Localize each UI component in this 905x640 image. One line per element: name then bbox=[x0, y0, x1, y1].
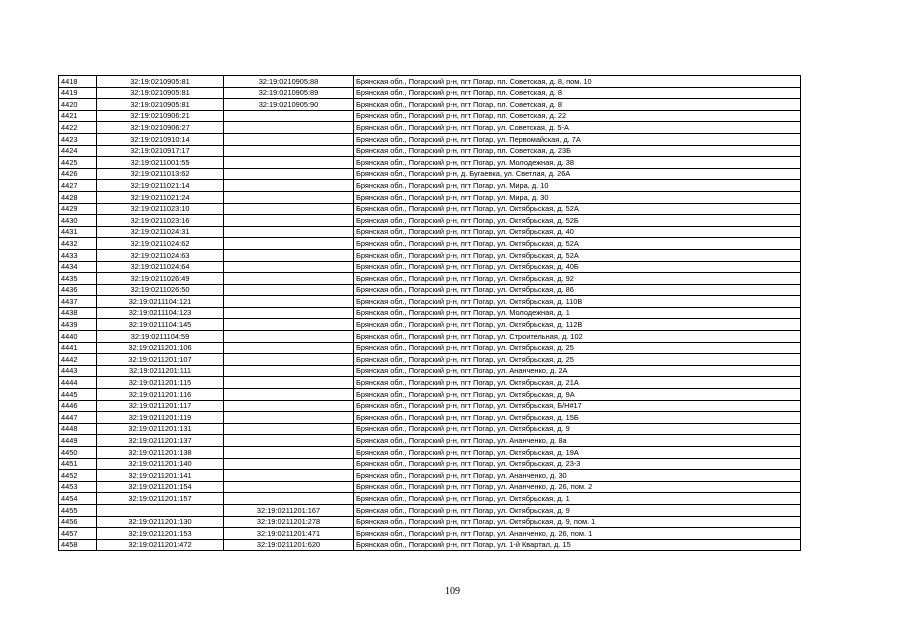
cadastral-number-cell: 32:19:0211201:153 bbox=[97, 528, 224, 540]
linked-cadastral-number-cell: 32:19:0211201:167 bbox=[224, 504, 354, 516]
table-row bbox=[59, 180, 801, 192]
cadastral-number-cell: 32:19:0211201:138 bbox=[97, 447, 224, 459]
cadastral-number-cell: 32:19:0211104:59 bbox=[97, 331, 224, 343]
cadastral-number-cell: 32:19:0210906:21 bbox=[97, 110, 224, 122]
table-row bbox=[59, 76, 801, 88]
cadastral-number-cell: 32:19:0211201:130 bbox=[97, 516, 224, 528]
linked-cadastral-number-cell bbox=[224, 296, 354, 308]
cadastral-number-cell: 32:19:0211013:62 bbox=[97, 168, 224, 180]
address-cell: Брянская обл., Погарский р-н, пгт Погар, ул. Ананченко, д. 30 bbox=[354, 470, 801, 482]
cadastral-number-cell: 32:19:0211201:115 bbox=[97, 377, 224, 389]
table-row bbox=[59, 493, 801, 505]
linked-cadastral-number-cell bbox=[224, 389, 354, 401]
row-number-cell: 4432 bbox=[59, 238, 97, 250]
row-number-cell: 4435 bbox=[59, 273, 97, 285]
row-number-cell: 4436 bbox=[59, 284, 97, 296]
linked-cadastral-number-cell bbox=[224, 365, 354, 377]
linked-cadastral-number-cell: 32:19:0211201:471 bbox=[224, 528, 354, 540]
row-number-cell: 4433 bbox=[59, 249, 97, 261]
address-cell: Брянская обл., Погарский р-н, пгт Погар, ул. Мира, д. 10 bbox=[354, 180, 801, 192]
linked-cadastral-number-cell bbox=[224, 133, 354, 145]
table-row bbox=[59, 504, 801, 516]
linked-cadastral-number-cell bbox=[224, 493, 354, 505]
cadastral-number-cell: 32:19:0211024:64 bbox=[97, 261, 224, 273]
address-cell: Брянская обл., Погарский р-н, пгт Погар, ул. Октябрьская, д. 1 bbox=[354, 493, 801, 505]
linked-cadastral-number-cell bbox=[224, 412, 354, 424]
linked-cadastral-number-cell bbox=[224, 261, 354, 273]
cadastral-number-cell: 32:19:0211023:10 bbox=[97, 203, 224, 215]
linked-cadastral-number-cell: 32:19:0211201:620 bbox=[224, 539, 354, 551]
row-number-cell: 4430 bbox=[59, 215, 97, 227]
row-number-cell: 4449 bbox=[59, 435, 97, 447]
table-row bbox=[59, 145, 801, 157]
row-number-cell: 4441 bbox=[59, 342, 97, 354]
table-row bbox=[59, 458, 801, 470]
linked-cadastral-number-cell bbox=[224, 354, 354, 366]
address-cell: Брянская обл., Погарский р-н, пгт Погар, ул. Октябрьская, Б/Н#17 bbox=[354, 400, 801, 412]
address-cell: Брянская обл., Погарский р-н, пгт Погар, ул. Октябрьская, д. 15Б bbox=[354, 412, 801, 424]
linked-cadastral-number-cell: 32:19:0210905:88 bbox=[224, 76, 354, 88]
cadastral-number-cell: 32:19:0211104:121 bbox=[97, 296, 224, 308]
cadastral-number-cell: 32:19:0211104:145 bbox=[97, 319, 224, 331]
address-cell: Брянская обл., Погарский р-н, пгт Погар, ул. Октябрьская, д. 112В bbox=[354, 319, 801, 331]
table-row bbox=[59, 365, 801, 377]
address-cell: Брянская обл., Погарский р-н, пгт Погар, ул. Октябрьская, д. 21А bbox=[354, 377, 801, 389]
row-number-cell: 4420 bbox=[59, 99, 97, 111]
linked-cadastral-number-cell bbox=[224, 423, 354, 435]
linked-cadastral-number-cell bbox=[224, 284, 354, 296]
cadastral-number-cell: 32:19:0211201:154 bbox=[97, 481, 224, 493]
linked-cadastral-number-cell bbox=[224, 307, 354, 319]
table-row bbox=[59, 412, 801, 424]
table-row bbox=[59, 238, 801, 250]
address-cell: Брянская обл., Погарский р-н, пгт Погар, ул. Молодежная, д. 38 bbox=[354, 157, 801, 169]
table-row bbox=[59, 261, 801, 273]
address-cell: Брянская обл., Погарский р-н, пгт Погар, пл. Советская, д. 8, пом. 10 bbox=[354, 76, 801, 88]
cadastral-number-cell: 32:19:0211023:16 bbox=[97, 215, 224, 227]
cadastral-number-cell: 32:19:0210917:17 bbox=[97, 145, 224, 157]
cadastral-number-cell: 32:19:0211001:55 bbox=[97, 157, 224, 169]
table-row bbox=[59, 319, 801, 331]
cadastral-number-cell: 32:19:0211201:140 bbox=[97, 458, 224, 470]
table-row bbox=[59, 539, 801, 551]
address-cell: Брянская обл., Погарский р-н, пгт Погар, ул. Октябрьская, д. 9 bbox=[354, 423, 801, 435]
address-cell: Брянская обл., Погарский р-н, пгт Погар, ул. Строительная, д. 102 bbox=[354, 331, 801, 343]
linked-cadastral-number-cell bbox=[224, 191, 354, 203]
row-number-cell: 4456 bbox=[59, 516, 97, 528]
linked-cadastral-number-cell bbox=[224, 203, 354, 215]
row-number-cell: 4457 bbox=[59, 528, 97, 540]
cadastral-number-cell: 32:19:0210905:81 bbox=[97, 87, 224, 99]
cadastral-number-cell: 32:19:0211201:157 bbox=[97, 493, 224, 505]
address-cell: Брянская обл., Погарский р-н, пгт Погар, ул. Октябрьская, д. 25 bbox=[354, 342, 801, 354]
address-cell: Брянская обл., Погарский р-н, пгт Погар, ул. Октябрьская, д. 52Б bbox=[354, 215, 801, 227]
table-row bbox=[59, 296, 801, 308]
table-row bbox=[59, 122, 801, 134]
row-number-cell: 4444 bbox=[59, 377, 97, 389]
linked-cadastral-number-cell bbox=[224, 249, 354, 261]
table-row bbox=[59, 389, 801, 401]
row-number-cell: 4437 bbox=[59, 296, 97, 308]
address-cell: Брянская обл., Погарский р-н, пгт Погар, ул. Октябрьская, д. 25 bbox=[354, 354, 801, 366]
linked-cadastral-number-cell bbox=[224, 238, 354, 250]
address-cell: Брянская обл., Погарский р-н, пгт Погар, ул. Октябрьская, д. 52А bbox=[354, 203, 801, 215]
address-cell: Брянская обл., Погарский р-н, пгт Погар, ул. Октябрьская, д. 9, пом. 1 bbox=[354, 516, 801, 528]
table-row bbox=[59, 354, 801, 366]
row-number-cell: 4454 bbox=[59, 493, 97, 505]
registry-table-body bbox=[59, 76, 801, 551]
row-number-cell: 4443 bbox=[59, 365, 97, 377]
row-number-cell: 4429 bbox=[59, 203, 97, 215]
registry-table bbox=[58, 75, 801, 551]
cadastral-number-cell: 32:19:0211201:117 bbox=[97, 400, 224, 412]
cadastral-number-cell: 32:19:0210905:81 bbox=[97, 76, 224, 88]
address-cell: Брянская обл., Погарский р-н, пгт Погар, пл. Советская, д. 22 bbox=[354, 110, 801, 122]
linked-cadastral-number-cell bbox=[224, 435, 354, 447]
table-row bbox=[59, 435, 801, 447]
cadastral-number-cell: 32:19:0211021:24 bbox=[97, 191, 224, 203]
table-row bbox=[59, 516, 801, 528]
row-number-cell: 4452 bbox=[59, 470, 97, 482]
address-cell: Брянская обл., Погарский р-н, пгт Погар, пл. Советская, д. 8 bbox=[354, 87, 801, 99]
row-number-cell: 4451 bbox=[59, 458, 97, 470]
row-number-cell: 4458 bbox=[59, 539, 97, 551]
table-row bbox=[59, 481, 801, 493]
table-row bbox=[59, 470, 801, 482]
table-row bbox=[59, 423, 801, 435]
address-cell: Брянская обл., Погарский р-н, пгт Погар, ул. Ананченко, д. 2А bbox=[354, 365, 801, 377]
row-number-cell: 4422 bbox=[59, 122, 97, 134]
address-cell: Брянская обл., Погарский р-н, пгт Погар, пл. Советская, д. 8 bbox=[354, 99, 801, 111]
cadastral-number-cell: 32:19:0211201:116 bbox=[97, 389, 224, 401]
row-number-cell: 4455 bbox=[59, 504, 97, 516]
address-cell: Брянская обл., Погарский р-н, пгт Погар, ул. Мира, д. 30 bbox=[354, 191, 801, 203]
linked-cadastral-number-cell bbox=[224, 331, 354, 343]
linked-cadastral-number-cell bbox=[224, 168, 354, 180]
table-row bbox=[59, 342, 801, 354]
cadastral-number-cell: 32:19:0211201:131 bbox=[97, 423, 224, 435]
row-number-cell: 4423 bbox=[59, 133, 97, 145]
cadastral-number-cell: 32:19:0211024:62 bbox=[97, 238, 224, 250]
cadastral-number-cell: 32:19:0211021:14 bbox=[97, 180, 224, 192]
address-cell: Брянская обл., Погарский р-н, пгт Погар, ул. Октябрьская, д. 52А bbox=[354, 249, 801, 261]
linked-cadastral-number-cell: 32:19:0210905:89 bbox=[224, 87, 354, 99]
table-row bbox=[59, 203, 801, 215]
address-cell: Брянская обл., Погарский р-н, пгт Погар, ул. Первомайская, д. 7А bbox=[354, 133, 801, 145]
linked-cadastral-number-cell bbox=[224, 470, 354, 482]
linked-cadastral-number-cell bbox=[224, 319, 354, 331]
linked-cadastral-number-cell bbox=[224, 180, 354, 192]
address-cell: Брянская обл., Погарский р-н, пгт Погар, ул. Ананченко, д. 8а bbox=[354, 435, 801, 447]
table-row bbox=[59, 249, 801, 261]
row-number-cell: 4438 bbox=[59, 307, 97, 319]
linked-cadastral-number-cell bbox=[224, 481, 354, 493]
row-number-cell: 4440 bbox=[59, 331, 97, 343]
cadastral-number-cell bbox=[97, 504, 224, 516]
row-number-cell: 4418 bbox=[59, 76, 97, 88]
row-number-cell: 4434 bbox=[59, 261, 97, 273]
linked-cadastral-number-cell bbox=[224, 122, 354, 134]
address-cell: Брянская обл., Погарский р-н, пгт Погар, ул. Октябрьская, д. 9 bbox=[354, 504, 801, 516]
cadastral-number-cell: 32:19:0211201:111 bbox=[97, 365, 224, 377]
linked-cadastral-number-cell bbox=[224, 447, 354, 459]
table-row bbox=[59, 110, 801, 122]
linked-cadastral-number-cell bbox=[224, 273, 354, 285]
address-cell: Брянская обл., Погарский р-н, пгт Погар, пл. Советская, д. 23Б bbox=[354, 145, 801, 157]
cadastral-number-cell: 32:19:0211104:123 bbox=[97, 307, 224, 319]
cadastral-number-cell: 32:19:0211026:50 bbox=[97, 284, 224, 296]
address-cell: Брянская обл., Погарский р-н, пгт Погар, ул. Ананченко, д. 26, пом. 1 bbox=[354, 528, 801, 540]
linked-cadastral-number-cell bbox=[224, 400, 354, 412]
row-number-cell: 4445 bbox=[59, 389, 97, 401]
linked-cadastral-number-cell bbox=[224, 110, 354, 122]
table-row bbox=[59, 284, 801, 296]
row-number-cell: 4421 bbox=[59, 110, 97, 122]
address-cell: Брянская обл., Погарский р-н, пгт Погар, ул. Ананченко, д. 26, пом. 2 bbox=[354, 481, 801, 493]
linked-cadastral-number-cell bbox=[224, 215, 354, 227]
table-row bbox=[59, 168, 801, 180]
address-cell: Брянская обл., Погарский р-н, пгт Погар, ул. Октябрьская, д. 52А bbox=[354, 238, 801, 250]
linked-cadastral-number-cell bbox=[224, 377, 354, 389]
address-cell: Брянская обл., Погарский р-н, пгт Погар, ул. Октябрьская, д. 40Б bbox=[354, 261, 801, 273]
row-number-cell: 4425 bbox=[59, 157, 97, 169]
address-cell: Брянская обл., Погарский р-н, пгт Погар, ул. Молодежная, д. 1 bbox=[354, 307, 801, 319]
row-number-cell: 4442 bbox=[59, 354, 97, 366]
linked-cadastral-number-cell bbox=[224, 458, 354, 470]
cadastral-number-cell: 32:19:0211024:63 bbox=[97, 249, 224, 261]
table-row bbox=[59, 377, 801, 389]
linked-cadastral-number-cell: 32:19:0211201:278 bbox=[224, 516, 354, 528]
linked-cadastral-number-cell bbox=[224, 226, 354, 238]
table-row bbox=[59, 447, 801, 459]
cadastral-number-cell: 32:19:0211201:107 bbox=[97, 354, 224, 366]
table-row bbox=[59, 273, 801, 285]
table-row bbox=[59, 191, 801, 203]
row-number-cell: 4427 bbox=[59, 180, 97, 192]
row-number-cell: 4439 bbox=[59, 319, 97, 331]
linked-cadastral-number-cell bbox=[224, 342, 354, 354]
table-row bbox=[59, 226, 801, 238]
table-row bbox=[59, 331, 801, 343]
cadastral-number-cell: 32:19:0211201:137 bbox=[97, 435, 224, 447]
linked-cadastral-number-cell bbox=[224, 157, 354, 169]
table-row bbox=[59, 99, 801, 111]
address-cell: Брянская обл., Погарский р-н, пгт Погар, ул. Октябрьская, д. 86 bbox=[354, 284, 801, 296]
address-cell: Брянская обл., Погарский р-н, пгт Погар, ул. Октябрьская, д. 92 bbox=[354, 273, 801, 285]
cadastral-number-cell: 32:19:0211024:31 bbox=[97, 226, 224, 238]
address-cell: Брянская обл., Погарский р-н, пгт Погар, ул. 1-й Квартал, д. 15 bbox=[354, 539, 801, 551]
row-number-cell: 4431 bbox=[59, 226, 97, 238]
cadastral-number-cell: 32:19:0211201:141 bbox=[97, 470, 224, 482]
address-cell: Брянская обл., Погарский р-н, пгт Погар, ул. Октябрьская, д. 19А bbox=[354, 447, 801, 459]
table-row bbox=[59, 400, 801, 412]
row-number-cell: 4428 bbox=[59, 191, 97, 203]
address-cell: Брянская обл., Погарский р-н, д. Бугаевка, ул. Светлая, д. 26А bbox=[354, 168, 801, 180]
cadastral-number-cell: 32:19:0210910:14 bbox=[97, 133, 224, 145]
row-number-cell: 4450 bbox=[59, 447, 97, 459]
address-cell: Брянская обл., Погарский р-н, пгт Погар, ул. Октябрьская, д. 23-3 bbox=[354, 458, 801, 470]
table-row bbox=[59, 133, 801, 145]
row-number-cell: 4453 bbox=[59, 481, 97, 493]
table-row bbox=[59, 215, 801, 227]
linked-cadastral-number-cell bbox=[224, 145, 354, 157]
cadastral-number-cell: 32:19:0211201:119 bbox=[97, 412, 224, 424]
row-number-cell: 4424 bbox=[59, 145, 97, 157]
table-row bbox=[59, 87, 801, 99]
row-number-cell: 4446 bbox=[59, 400, 97, 412]
table-row bbox=[59, 307, 801, 319]
address-cell: Брянская обл., Погарский р-н, пгт Погар, ул. Октябрьская, д. 110В bbox=[354, 296, 801, 308]
cadastral-number-cell: 32:19:0210905:81 bbox=[97, 99, 224, 111]
page-number: 109 bbox=[445, 586, 460, 597]
address-cell: Брянская обл., Погарский р-н, пгт Погар, ул. Советская, д. 5-А bbox=[354, 122, 801, 134]
address-cell: Брянская обл., Погарский р-н, пгт Погар, ул. Октябрьская, д. 9А bbox=[354, 389, 801, 401]
cadastral-number-cell: 32:19:0210906:27 bbox=[97, 122, 224, 134]
row-number-cell: 4447 bbox=[59, 412, 97, 424]
table-row bbox=[59, 528, 801, 540]
cadastral-number-cell: 32:19:0211201:472 bbox=[97, 539, 224, 551]
row-number-cell: 4448 bbox=[59, 423, 97, 435]
table-row bbox=[59, 157, 801, 169]
cadastral-number-cell: 32:19:0211201:106 bbox=[97, 342, 224, 354]
linked-cadastral-number-cell: 32:19:0210905:90 bbox=[224, 99, 354, 111]
cadastral-number-cell: 32:19:0211026:49 bbox=[97, 273, 224, 285]
row-number-cell: 4419 bbox=[59, 87, 97, 99]
row-number-cell: 4426 bbox=[59, 168, 97, 180]
address-cell: Брянская обл., Погарский р-н, пгт Погар, ул. Октябрьская, д. 40 bbox=[354, 226, 801, 238]
